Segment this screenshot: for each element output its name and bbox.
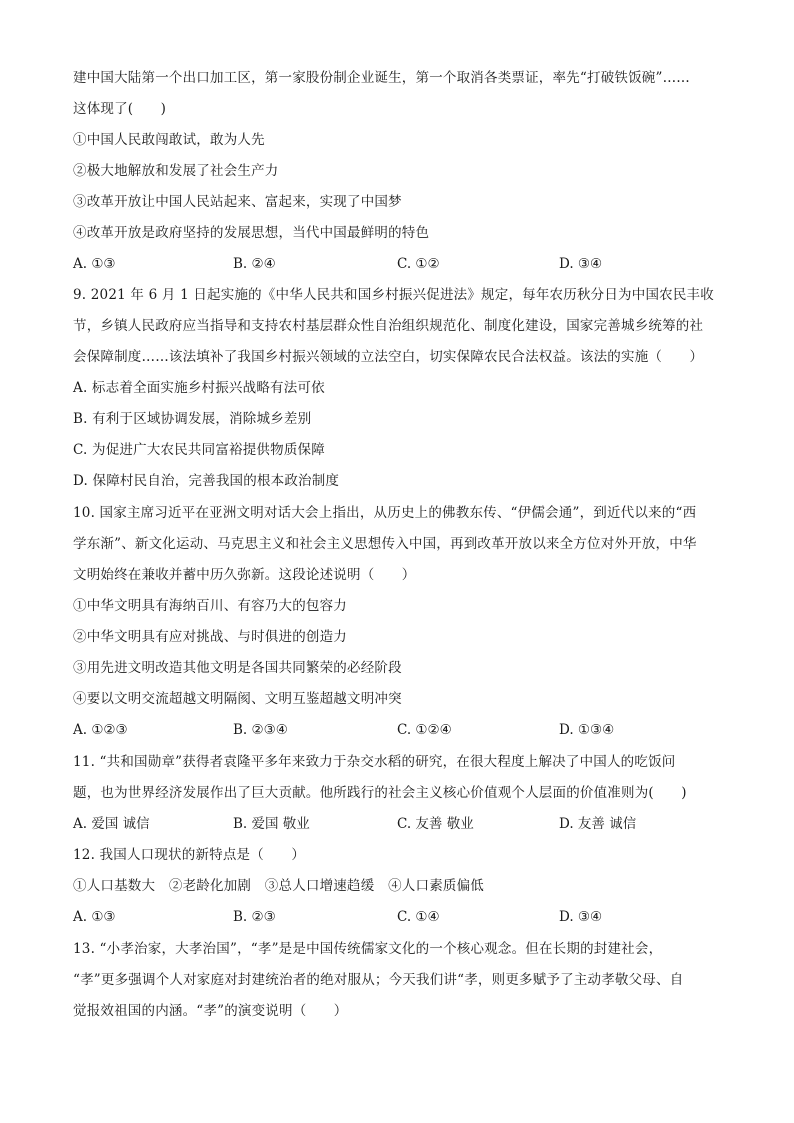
q10-stem-line-3: 文明始终在兼收并蓄中历久弥新。这段论述说明（ ）	[73, 567, 416, 583]
q9-option-c: C. 为促进广大农民共同富裕提供物质保障	[73, 442, 325, 458]
q10-option-a: A. ①②③	[73, 722, 128, 738]
q12-option-b: B. ②③	[233, 909, 276, 925]
q13-stem-line-2: “孝”更多强调个人对家庭对封建统治者的绝对服从；今天我们讲“孝，则更多赋予了主动孝敬父母、自	[73, 972, 684, 988]
q9-stem-line-3: 会保障制度……该法填补了我国乡村振兴领域的立法空白，切实保障农民合法权益。该法的实施（ ）	[73, 349, 704, 365]
q8-statement-3: ③改革开放让中国人民站起来、富起来，实现了中国梦	[73, 194, 402, 210]
q10-option-b: B. ②③④	[233, 722, 288, 738]
q9-option-a: A. 标志着全面实施乡村振兴战略有法可依	[73, 380, 325, 396]
q12-options	[73, 907, 733, 927]
q9-option-d: D. 保障村民自治，完善我国的根本政治制度	[73, 473, 340, 489]
q12-stem-line-1: 12. 我国人口现状的新特点是（ ）	[73, 847, 306, 863]
q10-statement-4: ④要以文明交流超越文明隔阂、文明互鉴超越文明冲突	[73, 691, 402, 707]
q8-stem-line-1: 建中国大陆第一个出口加工区，第一家股份制企业诞生，第一个取消各类票证，率先“打破铁饭碗”……	[73, 70, 691, 86]
q8-options	[73, 254, 733, 274]
q10-statement-1: ①中华文明具有海纳百川、有容乃大的包容力	[73, 598, 347, 614]
q10-stem-line-1: 10. 国家主席习近平在亚洲文明对话大会上指出，从历史上的佛教东传、“伊儒会通”，到近代以来的“西	[73, 505, 697, 521]
q9-option-b: B. 有利于区域协调发展，消除城乡差别	[73, 411, 312, 427]
q10-option-c: C. ①②④	[397, 722, 452, 738]
q8-stem-line-2: 这体现了( )	[73, 101, 167, 117]
q13-stem-line-1: 13. “小孝治家，大孝治国”，“孝”是是中国传统儒家文化的一个核心观念。但在长期的封建社会，	[73, 941, 663, 957]
q11-stem-line-1: 11. “共和国勋章”获得者袁隆平多年来致力于杂交水稻的研究，在很大程度上解决了中国人的吃饭问	[73, 754, 676, 770]
q10-options	[73, 720, 733, 740]
q11-option-a: A. 爱国 诚信	[73, 816, 150, 832]
q13-stem-line-3: 觉报效祖国的内涵。“孝”的演变说明（ ）	[73, 1003, 348, 1019]
q12-option-d: D. ③④	[559, 909, 603, 925]
q11-stem-line-2: 题，也为世界经济发展作出了巨大贡献。他所践行的社会主义核心价值观个人层面的价值准则为( )	[73, 785, 687, 801]
q11-option-d: D. 友善 诚信	[559, 816, 637, 832]
q10-stem-line-2: 学东渐”、新文化运动、马克思主义和社会主义思想传入中国，再到改革开放以来全方位对外开放，中华	[73, 536, 697, 552]
q8-option-a: A. ①③	[73, 256, 116, 272]
q11-option-c: C. 友善 敬业	[397, 816, 474, 832]
q8-option-c: C. ①②	[397, 256, 440, 272]
q10-statement-3: ③用先进文明改造其他文明是各国共同繁荣的必经阶段	[73, 660, 402, 676]
q11-option-b: B. 爱国 敬业	[233, 816, 310, 832]
q12-option-c: C. ①④	[397, 909, 440, 925]
q12-statements: ①人口基数大 ②老龄化加剧 ③总人口增速趋缓 ④人口素质偏低	[73, 878, 484, 894]
q8-option-b: B. ②④	[233, 256, 276, 272]
q8-statement-1: ①中国人民敢闯敢试，敢为人先	[73, 132, 265, 148]
q8-option-d: D. ③④	[559, 256, 603, 272]
q10-option-d: D. ①③④	[559, 722, 615, 738]
q8-statement-4: ④改革开放是政府坚持的发展思想，当代中国最鲜明的特色	[73, 225, 430, 241]
q12-option-a: A. ①③	[73, 909, 116, 925]
q8-statement-2: ②极大地解放和发展了社会生产力	[73, 163, 279, 179]
q9-stem-line-2: 节，乡镇人民政府应当指导和支持农村基层群众性自治组织规范化、制度化建设，国家完善城乡统筹的社	[73, 318, 704, 334]
q11-options	[73, 814, 733, 834]
q9-stem-line-1: 9. 2021 年 6 月 1 日起实施的《中华人民共和国乡村振兴促进法》规定，每年农历秋分日为中国农民丰收	[73, 287, 714, 303]
q10-statement-2: ②中华文明具有应对挑战、与时俱进的创造力	[73, 629, 347, 645]
